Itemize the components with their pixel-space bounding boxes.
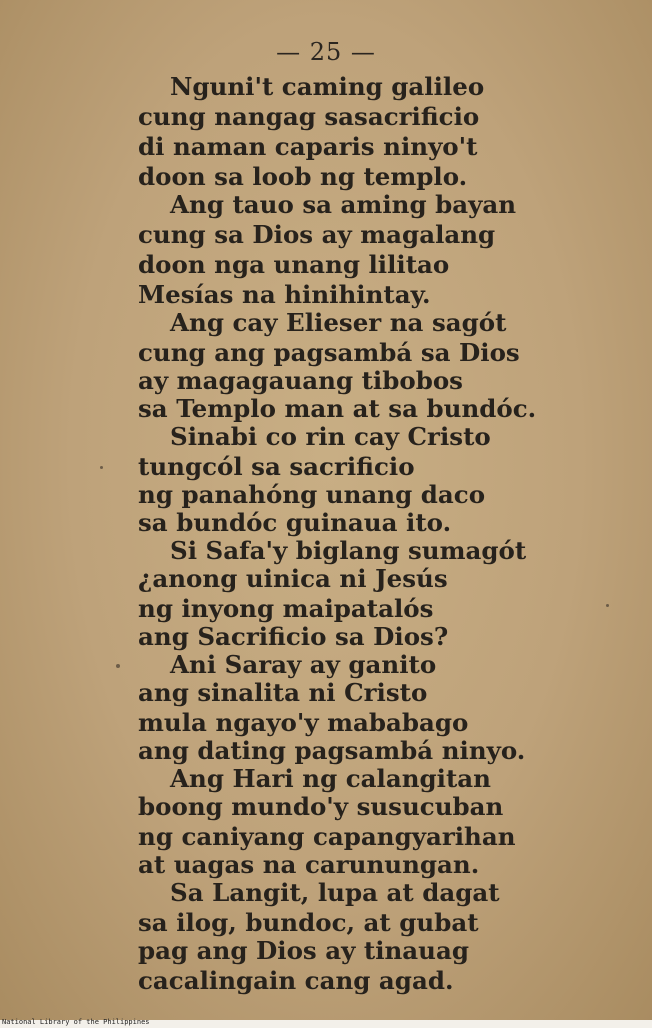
poem-line: Sinabi co rin cay Cristo (170, 422, 491, 451)
poem-line: sa ilog, bundoc, at gubat (138, 908, 479, 937)
poem-line: Mesías na hinihintay. (138, 280, 431, 309)
poem-line: ng inyong maipatalós (138, 594, 434, 623)
poem-line: cacalingain cang agad. (138, 966, 454, 995)
footer-bar (0, 1020, 652, 1028)
poem-line: cung sa Dios ay magalang (138, 220, 496, 249)
poem-line: Ang tauo sa aming bayan (170, 190, 517, 219)
poem-line: at uagas na carunungan. (138, 850, 480, 879)
poem-line: Nguni't caming galileo (170, 72, 485, 101)
poem-line: di naman caparis ninyo't (138, 132, 478, 161)
ink-speck (100, 466, 103, 469)
poem-line: cung ang pagsambá sa Dios (138, 338, 520, 367)
poem-line: ng caniyang capangyarihan (138, 822, 516, 851)
ink-speck (116, 664, 120, 668)
poem-line: doon sa loob ng templo. (138, 162, 468, 191)
ink-speck (606, 604, 609, 607)
poem-line: Ang Hari ng calangitan (170, 764, 491, 793)
poem-line: boong mundo'y susucuban (138, 792, 504, 821)
poem-line: ay magagauang tibobos (138, 366, 463, 395)
poem-line: sa bundóc guinaua ito. (138, 508, 452, 537)
page-number: — 25 — (276, 38, 376, 66)
poem-line: ang dating pagsambá ninyo. (138, 736, 526, 765)
poem-line: pag ang Dios ay tinauag (138, 936, 470, 965)
poem-line: ang sinalita ni Cristo (138, 678, 428, 707)
poem-line: ¿anong uinica ni Jesús (138, 564, 448, 593)
poem-line: cung nangag sasacrificio (138, 102, 480, 131)
poem-line: ng panahóng unang daco (138, 480, 486, 509)
poem-line: Ani Saray ay ganito (170, 650, 437, 679)
poem-line: sa Templo man at sa bundóc. (138, 394, 537, 423)
poem-line: Ang cay Elieser na sagót (170, 308, 507, 337)
poem-line: ang Sacrificio sa Dios? (138, 622, 449, 651)
poem-line: Si Safa'y biglang sumagót (170, 536, 527, 565)
poem-line: mula ngayo'y mababago (138, 708, 469, 737)
poem-line: tungcól sa sacrificio (138, 452, 415, 481)
poem-line: doon nga unang lilitao (138, 250, 450, 279)
footer-credit: National Library of the Philippines (2, 1018, 150, 1026)
poem-line: Sa Langit, lupa at dagat (170, 878, 500, 907)
